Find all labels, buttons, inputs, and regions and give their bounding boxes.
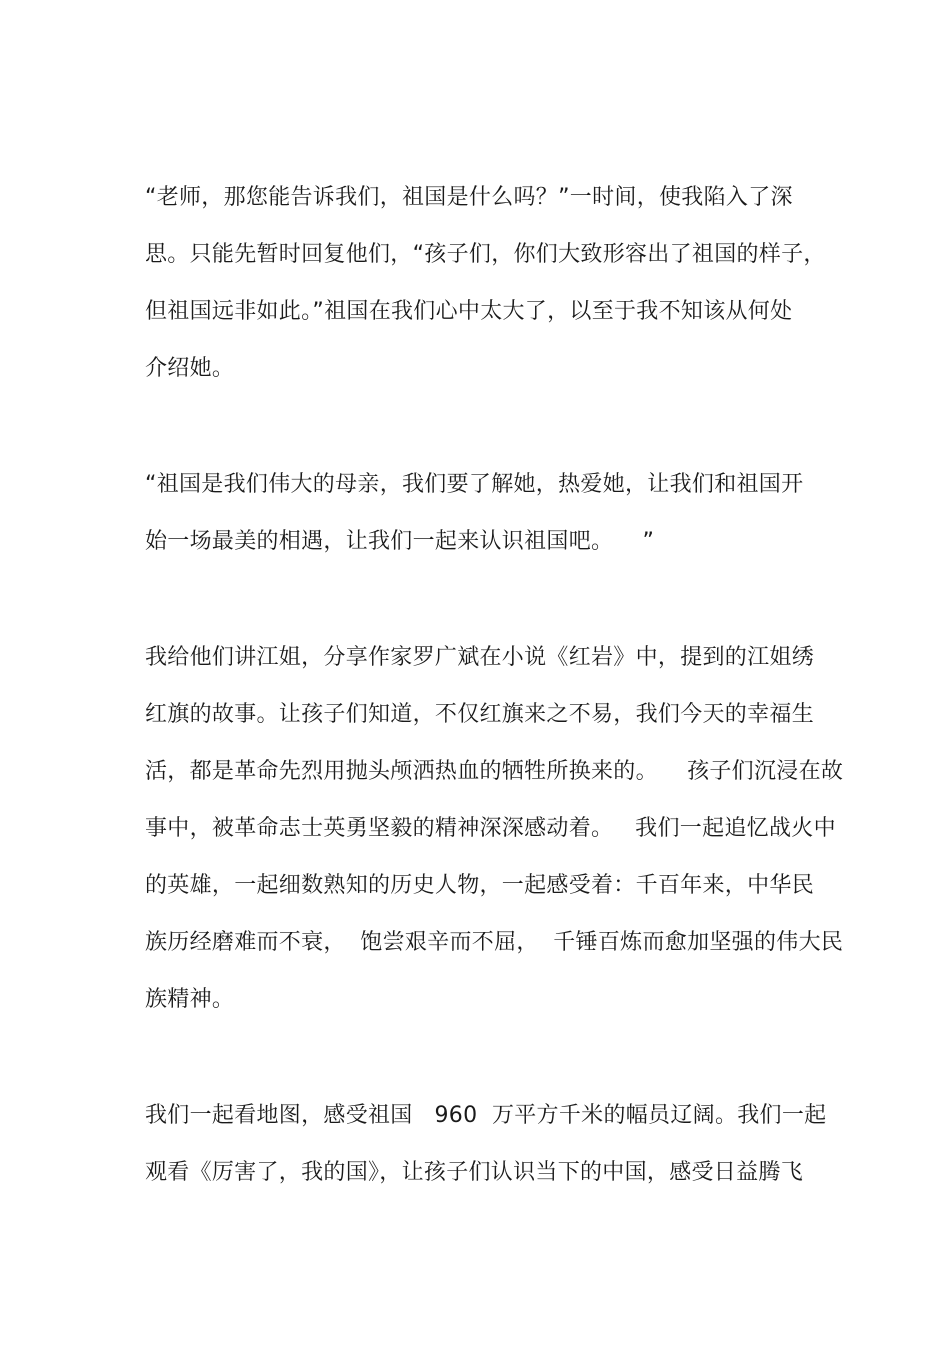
paragraph-1-line-3: 但祖国远非如此。”祖国在我们心中太大了，以至于我不知该从何处	[145, 299, 793, 324]
paragraph-2-line-1: “祖国是我们伟大的母亲，我们要了解她，热爱她，让我们和祖国开	[145, 472, 804, 497]
paragraph-3-line-2: 红旗的故事。让孩子们知道，不仅红旗来之不易，我们今天的幸福生	[145, 702, 815, 727]
paragraph-2-line-2: 始一场最美的相遇，让我们一起来认识祖国吧。 ”	[145, 529, 655, 554]
paragraph-1-line-1: “老师，那您能告诉我们，祖国是什么吗？”一时间，使我陷入了深	[145, 185, 793, 210]
paragraph-3-line-4: 事中，被革命志士英勇坚毅的精神深深感动着。 我们一起追忆战火中	[145, 816, 836, 841]
paragraph-4-line-1: 我们一起看地图，感受祖国 960 万平方千米的幅员辽阔。我们一起	[145, 1103, 827, 1128]
paragraph-3-line-7: 族精神。	[145, 987, 235, 1012]
paragraph-3-line-6: 族历经磨难而不衰， 饱尝艰辛而不屈， 千锤百炼而愈加坚强的伟大民	[145, 930, 844, 955]
paragraph-1-line-4: 介绍她。	[145, 356, 235, 381]
paragraph-3-line-5: 的英雄，一起细数熟知的历史人物，一起感受着：千百年来，中华民	[145, 873, 815, 898]
paragraph-3-line-1: 我给他们讲江姐，分享作家罗广斌在小说《红岩》中，提到的江姐绣	[145, 645, 815, 670]
paragraph-4-line-2: 观看《厉害了，我的国》，让孩子们认识当下的中国，感受日益腾飞	[145, 1160, 804, 1185]
paragraph-3-line-3: 活，都是革命先烈用抛头颅洒热血的牺牲所换来的。 孩子们沉浸在故	[145, 759, 844, 784]
paragraph-1-line-2: 思。只能先暂时回复他们，“孩子们，你们大致形容出了祖国的样子，	[145, 242, 826, 267]
